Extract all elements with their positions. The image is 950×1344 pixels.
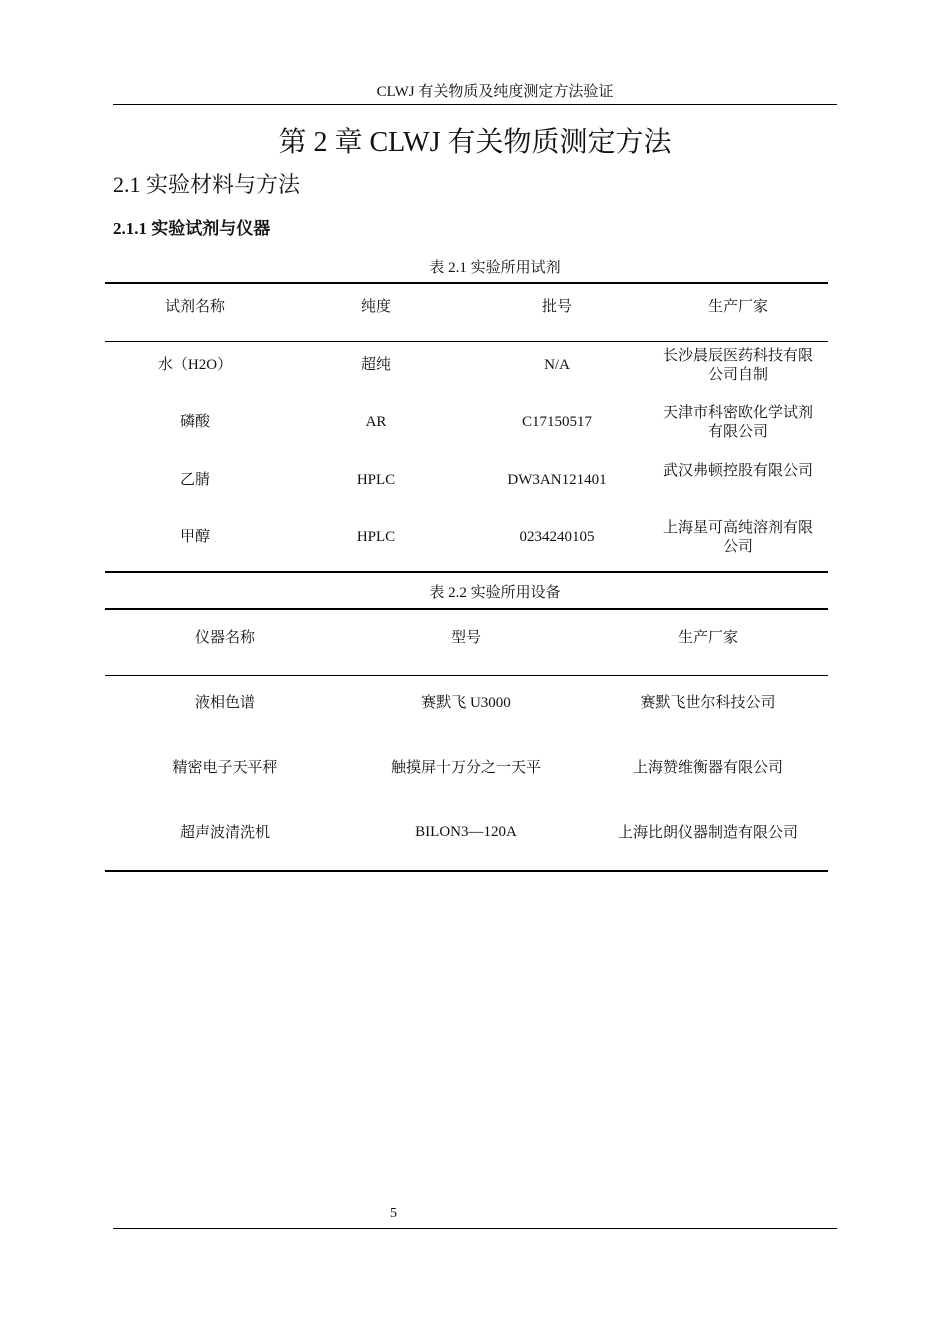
table1-caption: 表 2.1 实验所用试剂 xyxy=(429,260,561,276)
table-cell: 0234240105 xyxy=(519,529,595,545)
table-cell: 天津市科密欧化学试剂有限公司 xyxy=(662,405,813,440)
table1-header-rule xyxy=(105,341,828,342)
chapter-title: 第 2 章 CLWJ 有关物质测定方法 xyxy=(278,127,672,158)
table-cell: 水（H2O） xyxy=(157,357,233,373)
section-title: 2.1 实验材料与方法 xyxy=(113,172,301,197)
table-cell: 上海赞维衡器有限公司 xyxy=(632,760,783,776)
table-cell: HPLC xyxy=(356,472,396,488)
table-cell: HPLC xyxy=(356,529,396,545)
table-cell: 精密电子天平秤 xyxy=(172,760,278,776)
table-cell: 乙腈 xyxy=(179,472,210,488)
subsection-title: 2.1.1 实验试剂与仪器 xyxy=(113,219,271,238)
table-cell: 超声波清洗机 xyxy=(179,825,270,841)
table2-header-rule xyxy=(105,675,828,676)
table1-header-cell: 生产厂家 xyxy=(707,299,768,315)
table2-header-cell: 生产厂家 xyxy=(677,630,738,646)
table1-header-cell: 批号 xyxy=(541,299,572,315)
table2-bottom-rule xyxy=(105,870,828,872)
table2-header-cell: 仪器名称 xyxy=(194,630,255,646)
table2-top-rule xyxy=(105,608,828,610)
table-cell: 液相色谱 xyxy=(194,695,255,711)
header-rule xyxy=(113,104,837,105)
table-cell: 长沙晨辰医药科技有限公司自制 xyxy=(662,348,813,383)
table-cell: 超纯 xyxy=(360,357,391,373)
table2-caption: 表 2.2 实验所用设备 xyxy=(429,585,561,601)
table-cell: 触摸屏十万分之一天平 xyxy=(390,760,541,776)
table-cell: 赛默飞世尔科技公司 xyxy=(640,695,776,711)
table-cell: BILON3—120A xyxy=(415,824,517,840)
table-cell: 上海星可高纯溶剂有限公司 xyxy=(662,520,813,555)
table-cell: 甲醇 xyxy=(179,529,210,545)
table-cell: 上海比朗仪器制造有限公司 xyxy=(617,825,798,841)
table-cell: C17150517 xyxy=(521,414,592,430)
table-cell: 赛默飞 U3000 xyxy=(421,695,511,711)
table1-header-cell: 试剂名称 xyxy=(164,299,225,315)
running-header: CLWJ 有关物质及纯度测定方法验证 xyxy=(376,84,614,100)
table1-top-rule xyxy=(105,282,828,284)
table-cell: 武汉弗顿控股有限公司 xyxy=(662,463,813,479)
table2-header-cell: 型号 xyxy=(450,630,481,646)
table1-header-cell: 纯度 xyxy=(360,299,391,315)
table1-bottom-rule xyxy=(105,571,828,573)
footer-rule xyxy=(113,1228,837,1229)
table-cell: DW3AN121401 xyxy=(507,472,607,488)
page-number: 5 xyxy=(390,1206,397,1221)
table-cell: 磷酸 xyxy=(179,414,210,430)
table-cell: N/A xyxy=(544,357,570,373)
table-cell: AR xyxy=(365,414,387,430)
